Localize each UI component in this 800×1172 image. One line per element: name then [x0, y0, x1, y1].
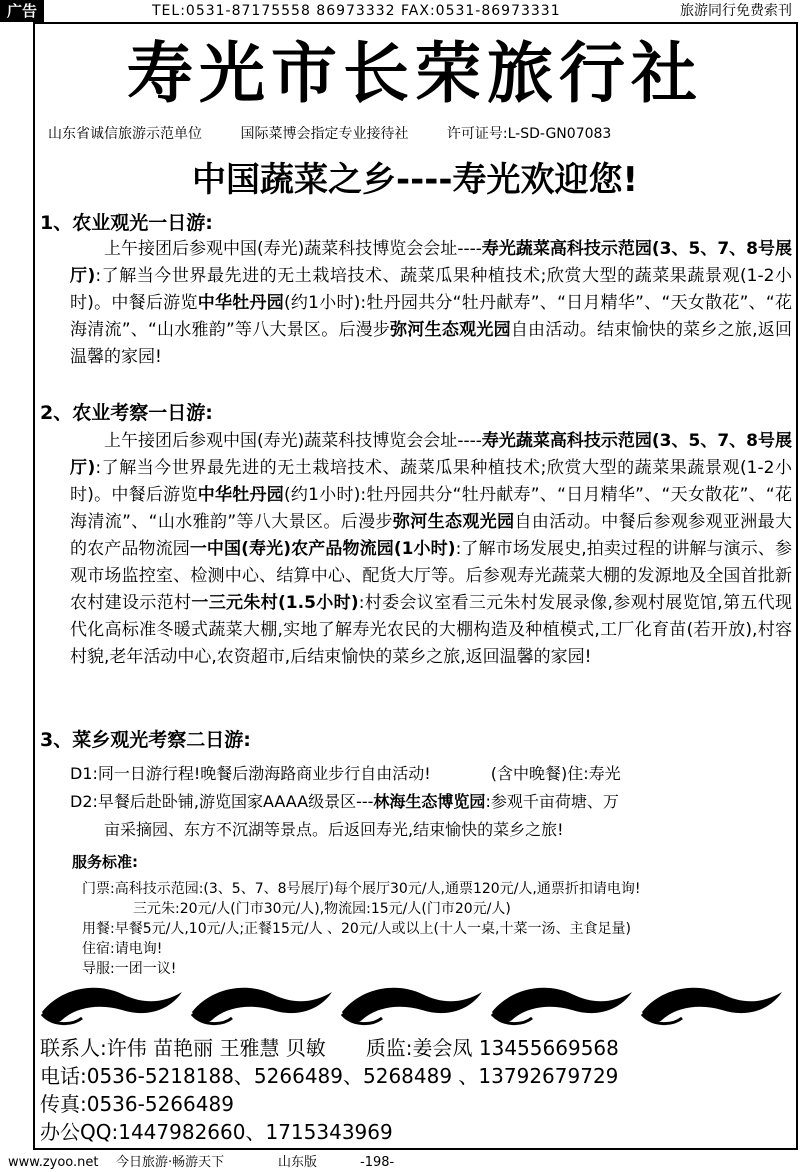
tour-2-text-3: (约1小时):牡丹园共分“牡丹献寿”、“日月精华”、“天女散花”、“花海清流”、“山水雅韵”等八大景区。后漫步 [70, 485, 792, 532]
contact-phone: 电话:0536-5218188、5266489、5268489 、13792679729 [40, 1064, 619, 1088]
page-number: -198- [360, 1155, 395, 1170]
header-contact-line: TEL:0531-87175558 86973332 FAX:0531-86973331 [152, 3, 561, 19]
tour-2-highlight-2: 中华牡丹园 [197, 485, 284, 505]
footer-brand: 今日旅游·畅游天下 [116, 1155, 225, 1170]
service-lodging: 住宿:请电询! [82, 941, 163, 957]
service-title: 服务标准: [72, 853, 138, 871]
day-2-text-2: :参观千亩荷塘、万 [485, 792, 619, 811]
credential-expo: 国际菜博会指定专业接待社 [240, 126, 409, 142]
tour-2-text-4: 自由活动。中餐后参观参观亚洲最大的农产品物流园 [70, 512, 793, 559]
tour-1-text-2: :了解当今世界最先进的无土栽培技术、蔬菜瓜果种植技术;欣赏大型的蔬菜果蔬景观(1-2小时)。中餐后游览 [70, 266, 792, 313]
tour-1-text-3: (约1小时):牡丹园共分“牡丹献寿”、“日月精华”、“天女散花”、“花海清流”、“山水雅韵”等八大景区。后漫步 [70, 293, 792, 340]
company-name: 寿光市长荣旅行社 [127, 35, 703, 112]
footer [0, 1153, 800, 1172]
free-index-note: 旅游同行免费索刊 [680, 3, 792, 19]
credential-honesty: 山东省诚信旅游示范单位 [48, 126, 202, 142]
tour-2-text-6: :村委会议室看三元朱村发展录像,参观村展览馆,第五代现代化高标准冬暖式蔬菜大棚,实地了解寿光农民的大棚构造及种植模式,工厂化育苗(若开放),村容村貌,老年活动中心,农资超市,后结束愉快的菜乡之旅,返回温馨的家园! [70, 593, 793, 667]
slogan: 中国蔬菜之乡----寿光欢迎您! [192, 160, 638, 200]
tour-1-text-4: 自由活动。结束愉快的菜乡之旅,返回温馨的家园! [70, 320, 793, 367]
contacts-block [40, 1034, 790, 1146]
license-number: 许可证号:L-SD-GN07083 [446, 126, 612, 142]
footer-edition: 山东版 [278, 1155, 318, 1170]
contact-fax: 传真:0536-5266489 [40, 1092, 234, 1116]
day-1-text: D1:同一日游行程!晚餐后渤海路商业步行自由活动! [70, 764, 431, 783]
tour-2-heading: 2、农业考察一日游: [40, 402, 213, 424]
quality-supervisor: 质监:姜会凤 13455669568 [365, 1036, 619, 1060]
ornament-swirl [192, 988, 332, 1024]
tour-2-highlight-1: 寿光蔬菜高科技示范园(3、5、7、8号展厅) [70, 431, 792, 478]
ornament-swirl [642, 988, 782, 1024]
service-guide: 导服:一团一议! [82, 961, 177, 977]
day-1-line [70, 760, 792, 788]
tour-3-heading: 3、菜乡观光考察二日游: [40, 729, 251, 751]
tour-2-highlight-5: 一三元朱村(1.5小时) [191, 593, 359, 613]
ornament-swirl [42, 988, 182, 1024]
tour-2-text-2: :了解当今世界最先进的无土栽培技术、蔬菜瓜果种植技术;欣赏大型的蔬菜果蔬景观(1-2小时)。中餐后游览 [70, 458, 792, 505]
ornament-swirl [492, 988, 632, 1024]
day-2-line [70, 788, 792, 844]
day-1-meal: (含中晚餐)住:寿光 [490, 764, 621, 783]
wave-ornament [40, 982, 790, 1032]
tour-1-highlight-1: 寿光蔬菜高科技示范园(3、5、7、8号展厅) [70, 239, 792, 286]
tour-2-highlight-3: 弥河生态观光园 [392, 512, 515, 532]
day-2-highlight: 林海生态博览园 [373, 792, 486, 811]
top-bar [0, 0, 800, 22]
contact-people: 联系人:许伟 苗艳丽 王雅慧 贝敏 [40, 1036, 326, 1060]
tour-2-highlight-4: 一中国(寿光)农产品物流园(1小时) [189, 539, 456, 559]
service-ticket: 门票:高科技示范园:(3、5、7、8号展厅)每个展厅30元/人,通票120元/人,通票折扣请电询! [82, 881, 641, 897]
contact-qq: 办公QQ:1447982660、1715343969 [40, 1120, 393, 1144]
tour-1-text-1: 上午接团后参观中国(寿光)蔬菜科技博览会会址---- [104, 239, 482, 259]
tour-1-highlight-3: 弥河生态观光园 [390, 320, 511, 340]
day-2-text-3: 亩采摘园、东方不沉湖等景点。后返回寿光,结束愉快的菜乡之旅! [104, 820, 564, 839]
service-ticket-2: 三元朱:20元/人(门市30元/人),物流园:15元/人(门市20元/人) [133, 901, 511, 917]
tour-1-heading: 1、农业观光一日游: [40, 212, 213, 234]
tour-2-description [70, 428, 792, 671]
day-2-text-1: D2:早餐后赴卧铺,游览国家AAAA级景区--- [70, 792, 374, 811]
tour-1-description [70, 236, 792, 371]
tour-2-text-1: 上午接团后参观中国(寿光)蔬菜科技博览会会址---- [104, 431, 482, 451]
footer-site: www.zyoo.net [8, 1155, 99, 1170]
contact-people-row [40, 1034, 790, 1062]
credentials-row [48, 124, 788, 144]
tour-1-highlight-2: 中华牡丹园 [197, 293, 284, 313]
tour-2-text-5: :了解市场发展史,拍卖过程的讲解与演示、参观市场监控室、检测中心、结算中心、配货大厅等。后参观寿光蔬菜大棚的发源地及全国首批新农村建设示范村 [70, 539, 792, 613]
ornament-swirl [342, 988, 482, 1024]
ad-tag: 广告 [0, 0, 44, 22]
service-meal: 用餐:早餐5元/人,10元/人;正餐15元/人 、20元/人或以上(十人一桌,十菜一汤、主食足量) [82, 921, 631, 937]
